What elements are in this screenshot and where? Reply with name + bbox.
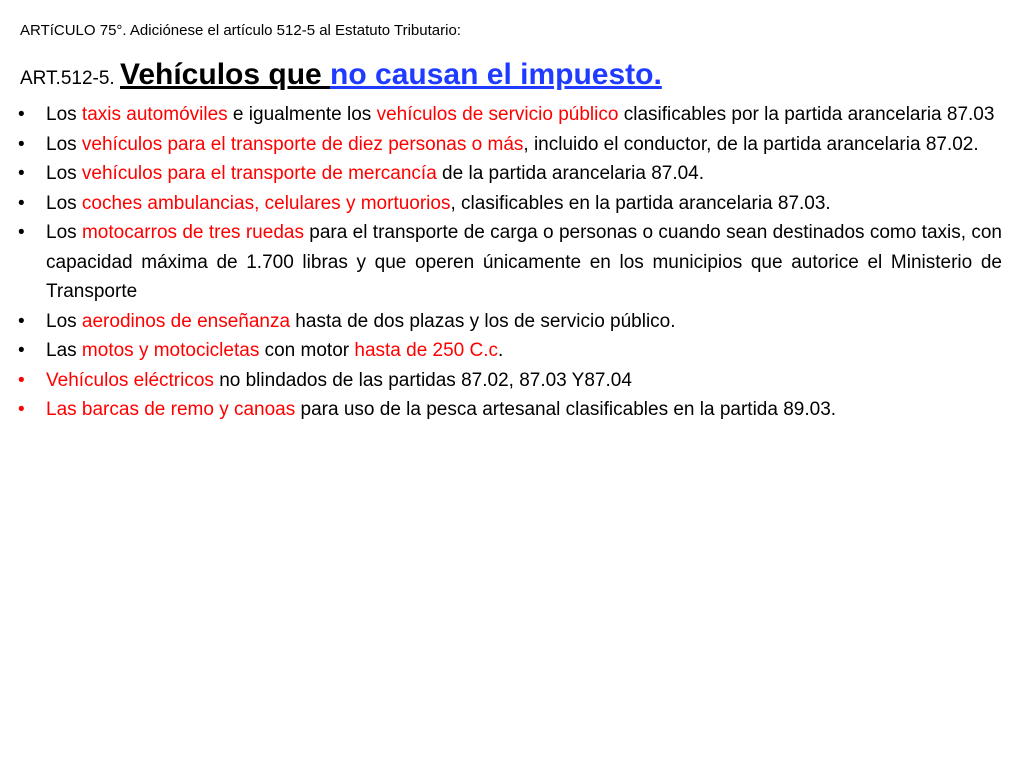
bullet-dot: • — [18, 340, 25, 361]
body-text: no blindados de las partidas 87.02, 87.03 Y87.04 — [213, 369, 632, 391]
list-item — [18, 189, 1002, 219]
bullet-dot: • — [18, 163, 25, 184]
article-header: ARTíCULO 75°. Adiciónese el artículo 512-5 al Estatuto Tributario: — [20, 22, 461, 39]
bullet-dot: • — [18, 369, 25, 391]
list-item — [18, 130, 1002, 160]
body-text: Las — [46, 340, 82, 361]
article-code: ART.512-5. — [20, 68, 120, 89]
highlighted-text: coches ambulancias, celulares y mortuorios — [81, 192, 451, 214]
body-text: . — [498, 340, 504, 361]
highlighted-text: Vehículos eléctricos — [46, 369, 214, 391]
body-text: Los — [46, 192, 82, 214]
body-text: para el transporte de carga o personas o cuando sean destinados como taxis, con capacidad máxima de 1.700 libras y que operen únicamente en los municipios que autorice el Ministerio de Transporte — [46, 222, 1002, 302]
bullet-dot: • — [18, 399, 25, 420]
body-text: e igualmente los — [227, 104, 377, 125]
list-item — [18, 366, 1002, 396]
list-item — [18, 395, 1002, 425]
bullet-dot: • — [18, 104, 25, 125]
body-text: Los — [46, 222, 82, 243]
bullet-dot: • — [18, 133, 25, 155]
body-text: con motor — [259, 340, 355, 361]
body-text: de la partida arancelaria 87.04. — [436, 163, 705, 184]
article-heading-link[interactable]: no causan el impuesto. — [330, 58, 662, 91]
highlighted-text: vehículos de servicio público — [376, 104, 619, 125]
bullet-dot: • — [18, 310, 25, 332]
body-text: Los — [46, 310, 82, 332]
highlighted-text: hasta de 250 C.c — [354, 340, 499, 361]
body-text: Los — [46, 163, 82, 184]
list-item — [18, 218, 1002, 307]
highlighted-text: taxis automóviles — [81, 104, 228, 125]
body-text: , clasificables en la partida arancelaria 87.03. — [450, 192, 831, 214]
article-heading-black: Vehículos que — [119, 58, 331, 91]
bullet-dot: • — [18, 222, 25, 243]
bullet-list — [18, 100, 1002, 425]
body-text: Los — [46, 133, 82, 155]
body-text: , incluido el conductor, de la partida arancelaria 87.02. — [523, 133, 979, 155]
list-item — [18, 159, 1002, 189]
list-item — [18, 336, 1002, 366]
body-text: para uso de la pesca artesanal clasificables en la partida 89.03. — [295, 399, 837, 420]
article-title — [20, 58, 662, 92]
body-text: Los — [46, 104, 82, 125]
highlighted-text: aerodinos de enseñanza — [81, 310, 291, 332]
body-text: clasificables por la partida arancelaria 87.03 — [618, 104, 995, 125]
bullet-dot: • — [18, 192, 25, 214]
list-item — [18, 100, 1002, 130]
highlighted-text: vehículos para el transporte de diez personas o más — [81, 133, 524, 155]
body-text: hasta de dos plazas y los de servicio público. — [290, 310, 676, 332]
list-item — [18, 307, 1002, 337]
highlighted-text: motos y motocicletas — [81, 340, 260, 361]
highlighted-text: vehículos para el transporte de mercancía — [81, 163, 437, 184]
highlighted-text: motocarros de tres ruedas — [81, 222, 304, 243]
highlighted-text: Las barcas de remo y canoas — [46, 399, 296, 420]
